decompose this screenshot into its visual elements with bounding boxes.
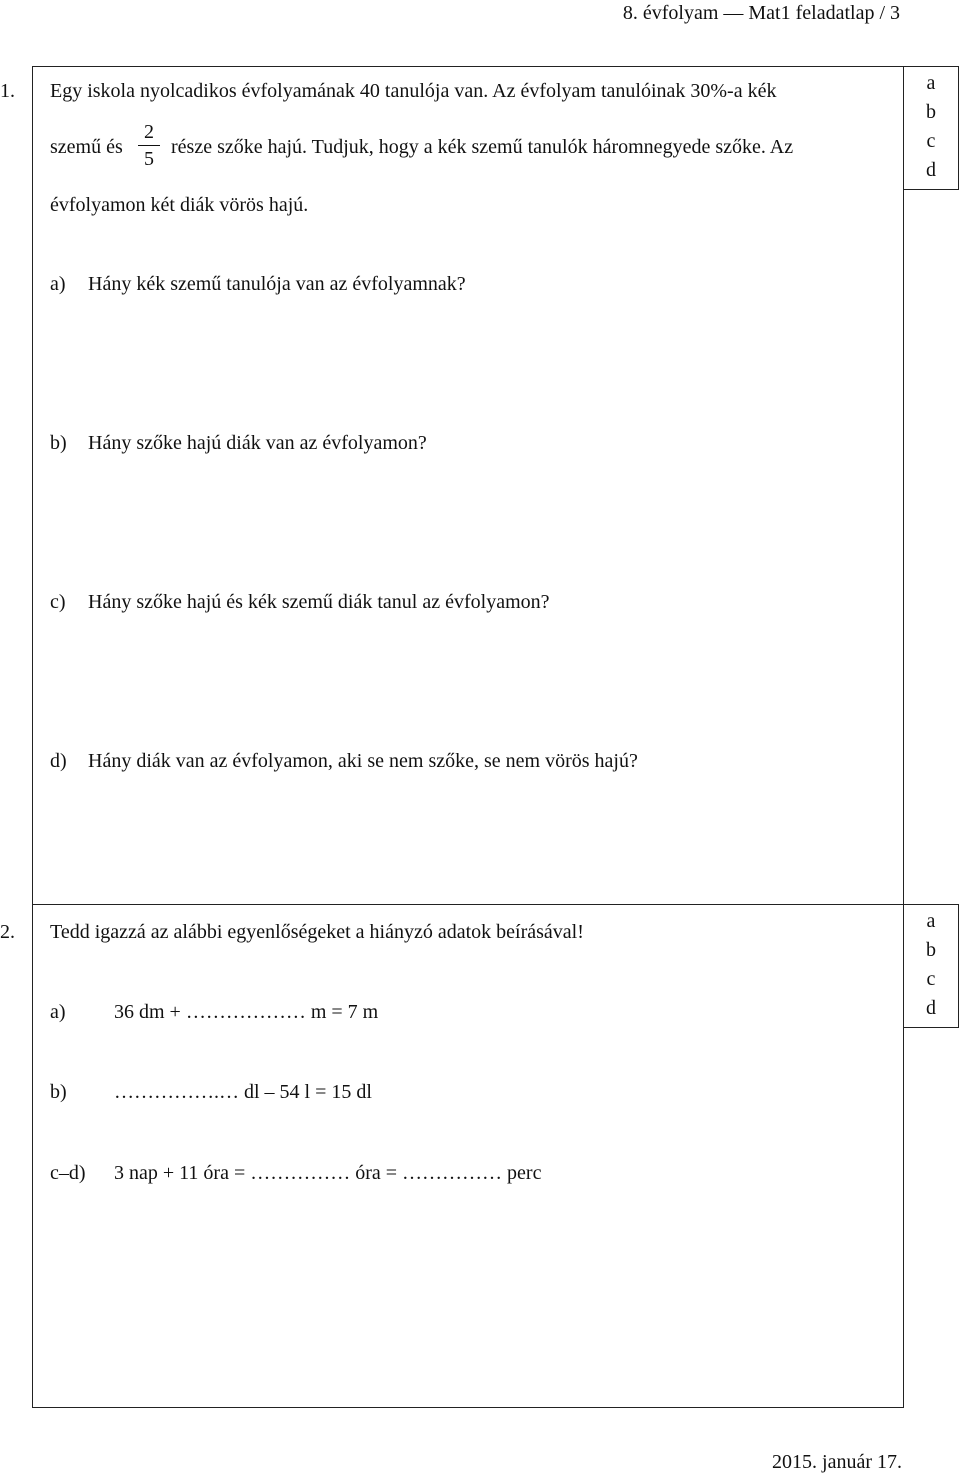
score-label-a: a	[926, 910, 936, 932]
fraction-numerator: 2	[144, 121, 154, 143]
task1-line1: Egy iskola nyolcadikos évfolyamának 40 tanulója van. Az évfolyam tanulóinak 30%-a kék	[50, 80, 777, 102]
question-b-text: Hány szőke hajú diák van az évfolyamon?	[88, 432, 427, 454]
score-label-c: c	[926, 130, 936, 152]
question-a-text: Hány kék szemű tanulója van az évfolyamnak?	[88, 273, 466, 295]
equation-b-text: …………….… dl – 54 l = 15 dl	[114, 1081, 372, 1103]
task1-line2-end: része szőke hajú. Tudjuk, hogy a kék szemű tanulók háromnegyede szőke. Az	[171, 136, 794, 158]
task2-score-box	[903, 904, 959, 1028]
score-label-d: d	[926, 159, 936, 181]
task1-line3: évfolyamon két diák vörös hajú.	[50, 194, 309, 216]
task1-line2-start: szemű és	[50, 136, 123, 158]
question-c-text: Hány szőke hajú és kék szemű diák tanul az évfolyamon?	[88, 591, 550, 613]
question-b-label: b)	[50, 432, 67, 454]
score-label-a: a	[926, 72, 936, 94]
fraction-denominator: 5	[144, 148, 154, 170]
score-label-d: d	[926, 997, 936, 1019]
task2-instruction: Tedd igazzá az alábbi egyenlőségeket a hiányzó adatok beírásával!	[50, 921, 584, 943]
fraction-two-fifths	[138, 121, 160, 170]
task1-score-box	[903, 66, 959, 190]
equation-cd-text: 3 nap + 11 óra = …………… óra = …………… perc	[114, 1162, 542, 1184]
score-label-b: b	[926, 101, 936, 123]
score-label-c: c	[926, 968, 936, 990]
score-label-b: b	[926, 939, 936, 961]
task2-frame	[32, 904, 904, 1408]
equation-a-label: a)	[50, 1001, 66, 1023]
question-a-label: a)	[50, 273, 66, 295]
task1-frame	[32, 66, 904, 905]
fraction-bar	[138, 145, 160, 146]
equation-a-text: 36 dm + ……………… m = 7 m	[114, 1001, 379, 1023]
task1-number: 1.	[0, 80, 15, 102]
question-c-label: c)	[50, 591, 66, 613]
equation-cd-label: c–d)	[50, 1162, 86, 1184]
page-header: 8. évfolyam — Mat1 feladatlap / 3	[622, 2, 900, 24]
equation-b-label: b)	[50, 1081, 67, 1103]
question-d-label: d)	[50, 750, 67, 772]
question-d-text: Hány diák van az évfolyamon, aki se nem szőke, se nem vörös hajú?	[88, 750, 638, 772]
footer-date: 2015. január 17.	[772, 1451, 902, 1473]
task2-number: 2.	[0, 921, 15, 943]
